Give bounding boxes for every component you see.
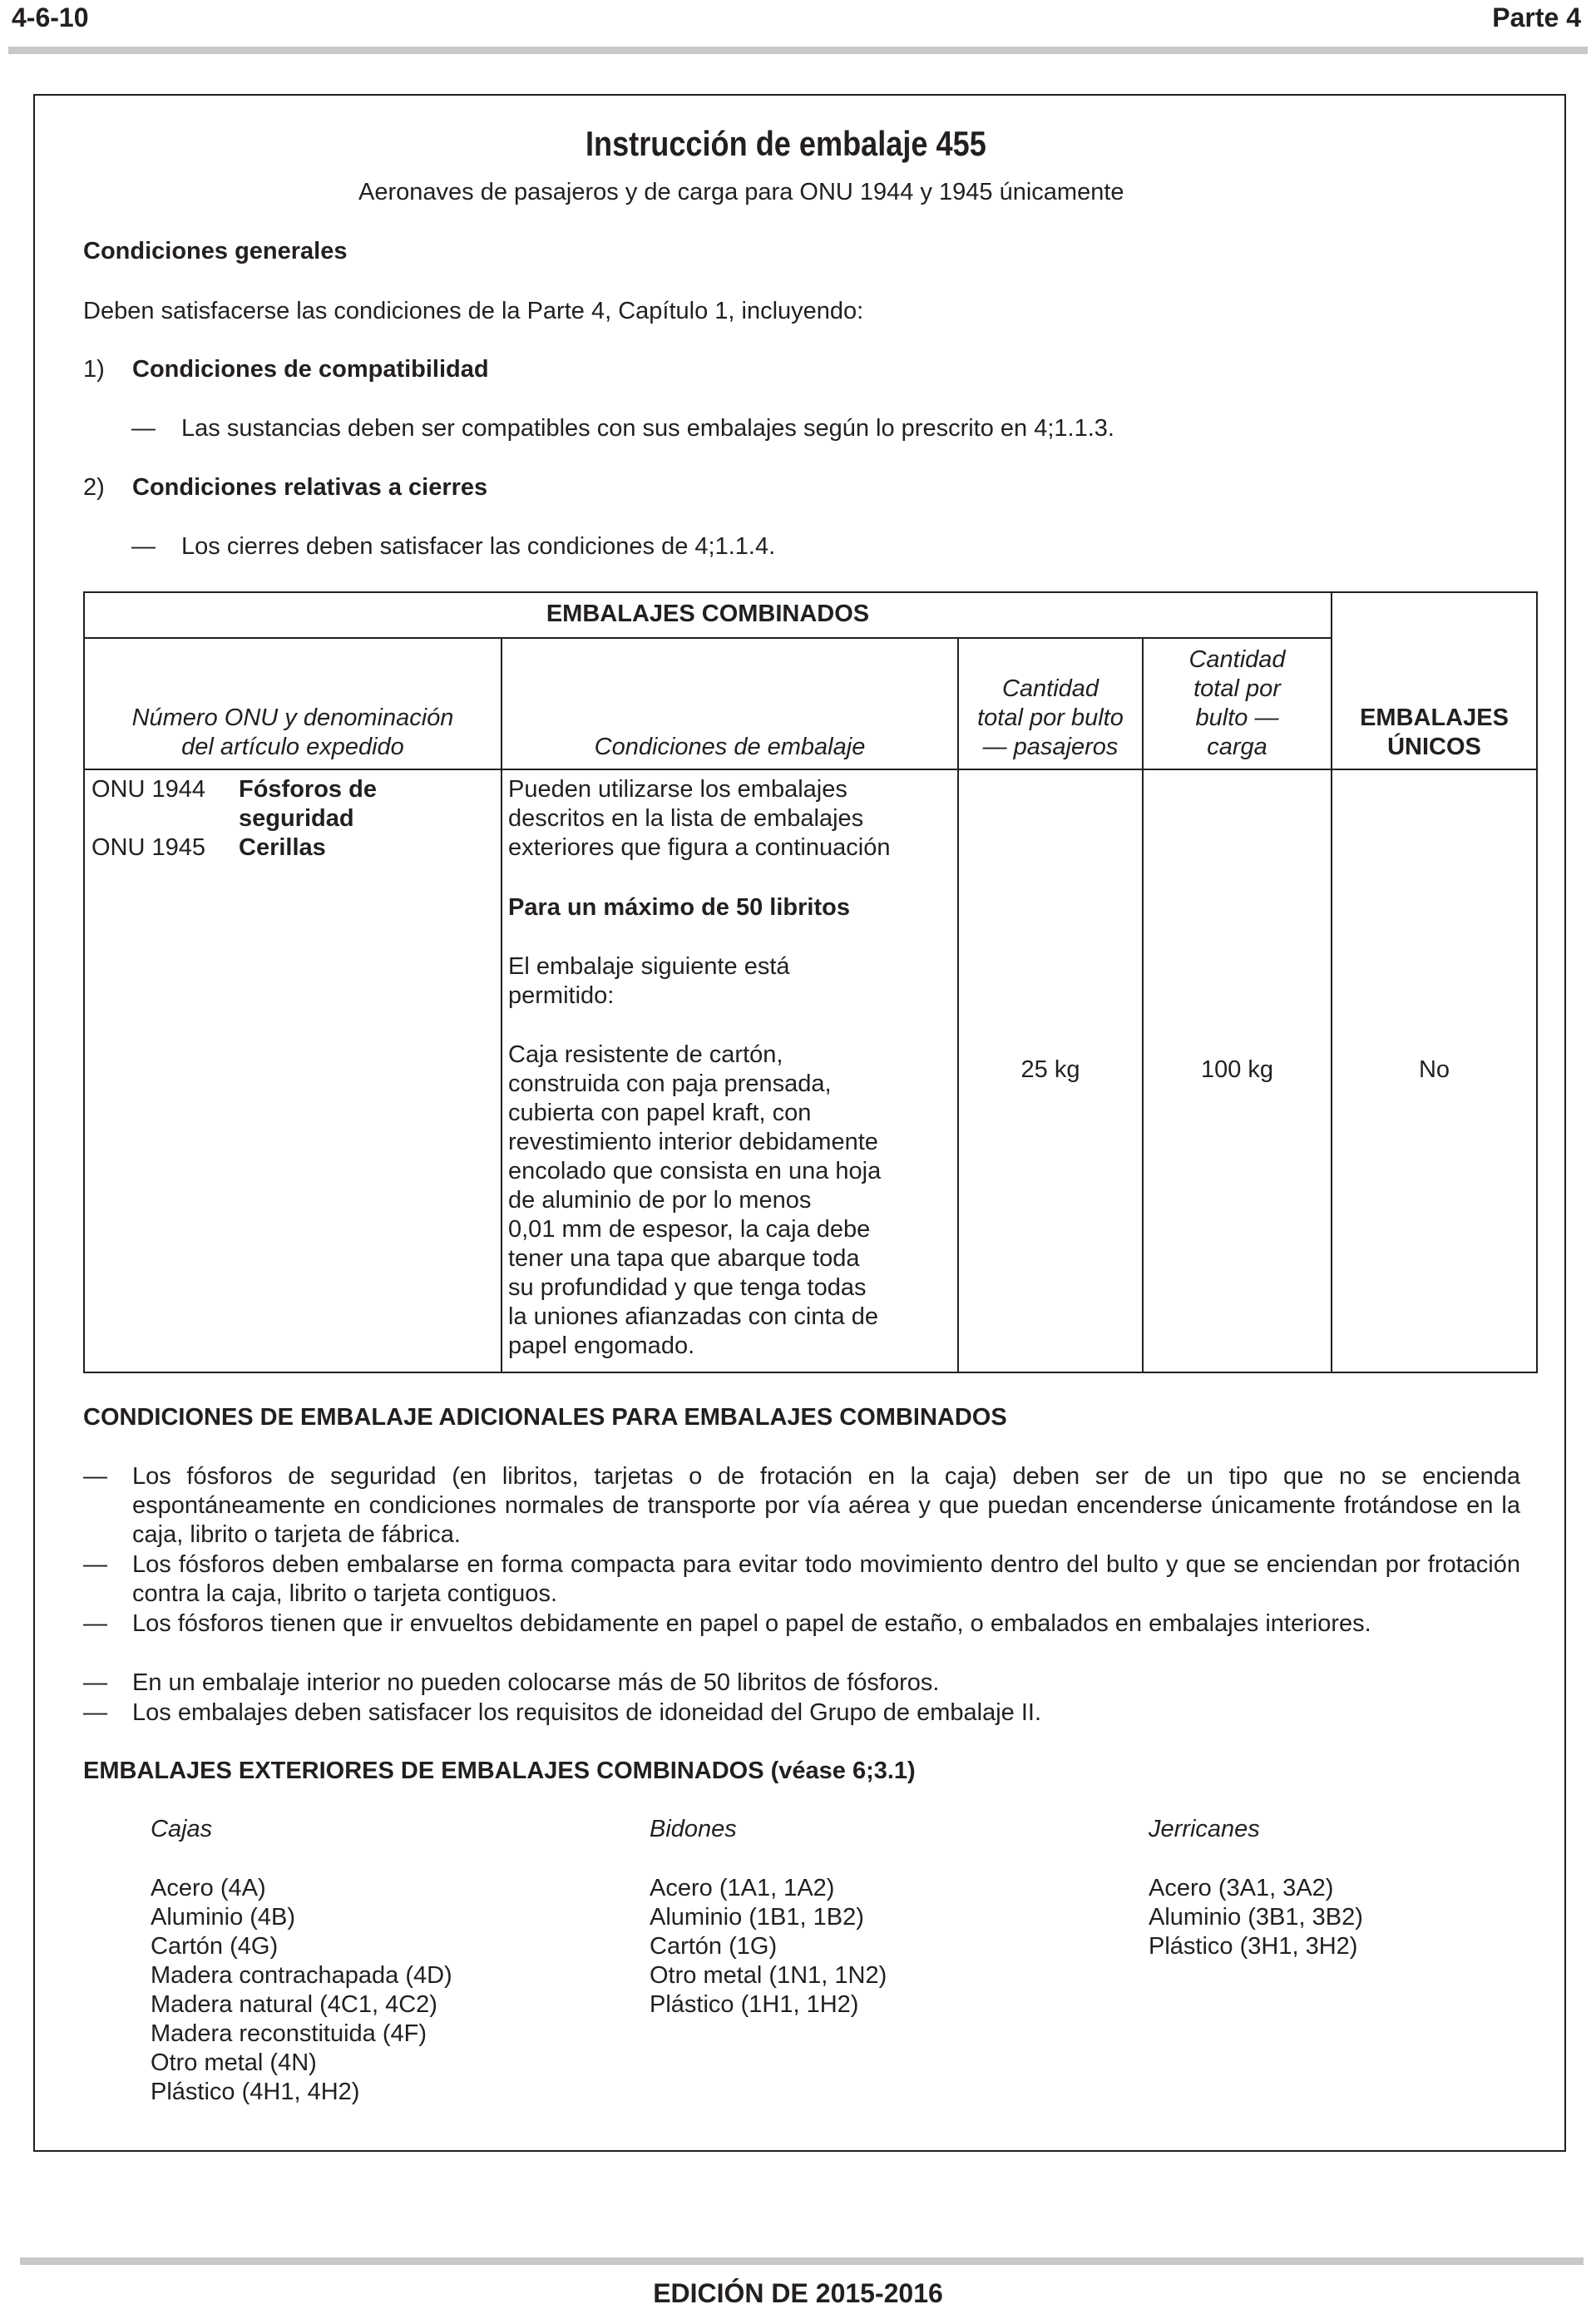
condition-allowed [508, 952, 790, 1011]
text-line: Pueden utilizarse los embalajes [508, 776, 847, 803]
un-column-header-line: Número ONU y denominación [131, 705, 454, 731]
header-line: total por [1193, 675, 1281, 702]
list-item: Cartón (1G) [650, 1933, 778, 1960]
condition-title: Condiciones relativas a cierres [132, 474, 488, 501]
header-line: bulto — [1195, 705, 1279, 731]
additional-text: Los fósforos deben embalarse en forma compacta para evitar todo movimiento dentro del bulto y que se enciendan por frotación contra la caja, librito o tarjeta contiguos. [132, 1551, 1520, 1607]
un-column-header [85, 704, 501, 762]
condition-detail-2 [131, 532, 776, 561]
text-line: 0,01 mm de espesor, la caja debe [508, 1216, 871, 1243]
cargo-quantity-header [1144, 645, 1331, 762]
outer-packaging-heading: EMBALAJES EXTERIORES DE EMBALAJES COMBINADOS (véase 6;3.1) [83, 1758, 916, 1784]
additional-item-4 [83, 1669, 1520, 1698]
text-line: exteriores que figura a continuación [508, 834, 891, 861]
list-item: Madera reconstituida (4F) [151, 2020, 427, 2047]
page-title: Instrucción de embalaje 455 [586, 124, 986, 163]
header-line: carga [1207, 734, 1267, 760]
name-line: seguridad [239, 805, 354, 832]
general-heading: Condiciones generales [83, 238, 348, 265]
header-line: EMBALAJES [1360, 705, 1509, 731]
text-line: Caja resistente de cartón, [508, 1041, 783, 1068]
un-name-1944 [239, 775, 377, 833]
condition-max: Para un máximo de 50 libritos [508, 894, 850, 921]
name-line: Fósforos de [239, 776, 377, 803]
additional-item-2 [83, 1550, 1520, 1609]
additional-item-5 [83, 1698, 1520, 1728]
un-number: ONU 1945 [91, 834, 206, 861]
additional-item-3 [83, 1609, 1520, 1668]
single-packaging-header [1332, 704, 1536, 762]
part-label: Parte 4 [1492, 2, 1581, 32]
list-item: Madera natural (4C1, 4C2) [151, 1991, 437, 2018]
condition-number: 1) [83, 356, 105, 383]
conditions-column-header: Condiciones de embalaje [594, 734, 866, 760]
condition-intro [508, 775, 890, 863]
list-title: Jerricanes [1149, 1816, 1260, 1842]
un-name-1945: Cerillas [239, 834, 326, 861]
table-rule [85, 637, 1332, 639]
list-item: Plástico (3H1, 3H2) [1149, 1933, 1358, 1960]
header-rule [8, 47, 1588, 54]
single-packaging-value: No [1418, 1056, 1450, 1083]
condition-item-1 [83, 355, 489, 384]
list-item: Acero (3A1, 3A2) [1149, 1875, 1334, 1901]
list-title: Cajas [151, 1816, 213, 1842]
list-item: Aluminio (3B1, 3B2) [1149, 1904, 1363, 1931]
header-line: Cantidad [1188, 646, 1286, 673]
list-item: Otro metal (1N1, 1N2) [650, 1962, 887, 1989]
condition-item-2 [83, 473, 488, 502]
table-rule [85, 769, 1536, 770]
dash: — [83, 1551, 107, 1578]
list-item: Plástico (1H1, 1H2) [650, 1991, 859, 2018]
dash: — [83, 1699, 107, 1726]
text-line: la uniones afianzadas con cinta de [508, 1303, 878, 1330]
additional-text: En un embalaje interior no pueden colocarse más de 50 libritos de fósforos. [132, 1669, 940, 1696]
header-line: total por bulto [977, 705, 1124, 731]
page-number: 4-6-10 [12, 2, 89, 32]
footer-rule [20, 2257, 1584, 2265]
general-intro: Deben satisfacerse las condiciones de la Parte 4, Capítulo 1, incluyendo: [83, 298, 864, 324]
list-item: Acero (1A1, 1A2) [650, 1875, 835, 1901]
condition-text: Las sustancias deben ser compatibles con sus embalajes según lo prescrito en 4;1.1.3. [181, 415, 1114, 442]
page-subtitle: Aeronaves de pasajeros y de carga para ONU 1944 y 1945 únicamente [358, 179, 1124, 205]
un-column-header-line: del artículo expedido [181, 734, 404, 760]
additional-heading: CONDICIONES DE EMBALAJE ADICIONALES PARA EMBALAJES COMBINADOS [83, 1404, 1007, 1431]
dash: — [83, 1610, 107, 1637]
passenger-quantity-value: 25 kg [1020, 1056, 1080, 1083]
text-line: tener una tapa que abarque toda [508, 1245, 860, 1272]
condition-detail-1 [131, 414, 1114, 443]
un-number: ONU 1944 [91, 776, 206, 803]
condition-number: 2) [83, 474, 105, 501]
list-item: Madera contrachapada (4D) [151, 1962, 452, 1989]
text-line: permitido: [508, 982, 615, 1009]
list-title: Bidones [650, 1816, 737, 1842]
additional-text: Los fósforos tienen que ir envueltos debidamente en papel o papel de estaño, o embalados en embalajes interiores. [132, 1610, 1371, 1637]
list-item: Plástico (4H1, 4H2) [151, 2079, 360, 2105]
text-line: encolado que consista en una hoja [508, 1158, 882, 1184]
dash: — [83, 1463, 107, 1490]
additional-text: Los fósforos de seguridad (en libritos, tarjetas o de frotación en la caja) deben ser de un tipo que no se encienda espontáneamente en condiciones normales de transporte por vía aérea y que puedan encenderse únicamente frotándose en la caja, librito o tarjeta de fábrica. [132, 1463, 1520, 1548]
un-entry-1945 [91, 833, 205, 863]
additional-item-1 [83, 1462, 1520, 1550]
text-line: su profundidad y que tenga todas [508, 1274, 867, 1301]
additional-text: Los embalajes deben satisfacer los requisitos de idoneidad del Grupo de embalaje II. [132, 1699, 1042, 1726]
list-item: Aluminio (1B1, 1B2) [650, 1904, 864, 1931]
text-line: descritos en la lista de embalajes [508, 805, 864, 832]
outer-list-drums [650, 1815, 887, 2020]
list-item: Cartón (4G) [151, 1933, 279, 1960]
list-item: Otro metal (4N) [151, 2049, 317, 2076]
dash: — [83, 1669, 107, 1696]
list-item: Aluminio (4B) [151, 1904, 296, 1931]
text-line: cubierta con papel kraft, con [508, 1100, 812, 1126]
text-line: El embalaje siguiente está [508, 953, 790, 980]
outer-list-jerricans [1149, 1815, 1363, 1961]
combined-packaging-header: EMBALAJES COMBINADOS [546, 601, 870, 627]
condition-box-spec [508, 1041, 881, 1361]
un-entry-1944 [91, 775, 205, 804]
text-line: de aluminio de por lo menos [508, 1187, 812, 1214]
text-line: papel engomado. [508, 1332, 695, 1359]
header-line: Cantidad [1001, 675, 1099, 702]
dash: — [131, 415, 156, 442]
header-line: ÚNICOS [1387, 734, 1481, 760]
packing-table [83, 591, 1538, 1373]
condition-text: Los cierres deben satisfacer las condiciones de 4;1.1.4. [181, 533, 776, 560]
list-item: Acero (4A) [151, 1875, 266, 1901]
passenger-quantity-header [959, 675, 1142, 762]
text-line: construida con paja prensada, [508, 1070, 832, 1097]
header-line: — pasajeros [982, 734, 1119, 760]
text-line: revestimiento interior debidamente [508, 1129, 878, 1155]
cargo-quantity-value: 100 kg [1200, 1056, 1274, 1083]
condition-title: Condiciones de compatibilidad [132, 356, 489, 383]
edition-footer: EDICIÓN DE 2015-2016 [653, 2278, 943, 2308]
dash: — [131, 533, 156, 560]
outer-list-boxes [151, 1815, 452, 2107]
